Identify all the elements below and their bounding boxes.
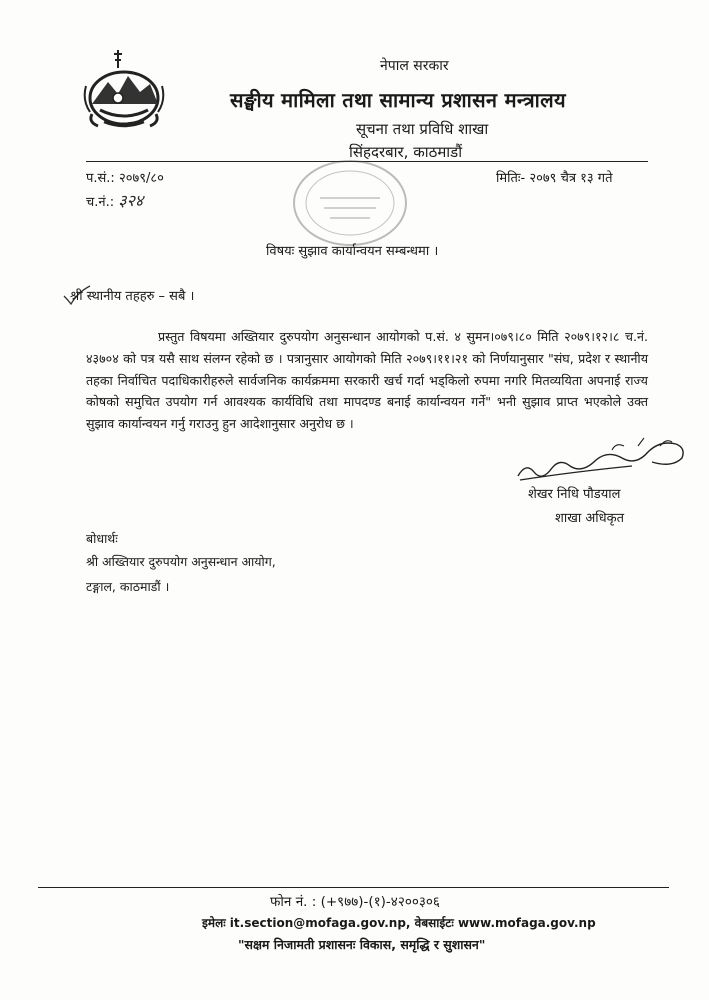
dispatch-number bbox=[86, 189, 143, 211]
branch-name: सूचना तथा प्रविधि शाखा bbox=[356, 120, 489, 138]
date-value: २०७९ चैत्र १३ गते bbox=[529, 171, 613, 186]
office-address: सिंहदरबार, काठमाडौं bbox=[349, 143, 463, 161]
handwritten-signature-icon bbox=[512, 432, 692, 490]
signer-name: शेखर निधि पौडयाल bbox=[528, 487, 621, 502]
letter-date bbox=[496, 168, 613, 186]
date-label: मितिः- bbox=[496, 171, 526, 186]
office-stamp-icon bbox=[290, 158, 410, 248]
cc-recipient-address: टङ्गाल, काठमाडौं । bbox=[86, 579, 170, 594]
letter-body: प्रस्तुत विषयमा अख्तियार दुरुपयोग अनुसन्धान आयोगको प.सं. ४ सुमन।०७९।८० मिति २०७९।१२।८ च.नं. ४३७०४ को पत्र यसै साथ संलग्न रहेको छ । पत्रानुसार आयोगको मिति २०७९।११।२१ को निर्णयानुसार "संघ, प्रदेश र स्थानीय तहका निर्वाचित पदाधिकारीहरुले सार्वजनिक कार्यक्रममा सरकारी खर्च गर्दा भड्किलो रुपमा नगरि मितव्ययिता अपनाई राज्य कोषको समुचित उपयोग गर्न आवश्यक कार्यविधि तथा मापदण्ड बनाई कार्यान्वयन गर्ने" भनी सुझाव प्राप्त भएकोले उक्त सुझाव कार्यान्वयन गर्नु गराउनु हुन आदेशानुसार अनुरोध छ । bbox=[86, 329, 648, 432]
footer-divider bbox=[38, 887, 669, 888]
ref-label: प.सं.: bbox=[86, 171, 115, 186]
dispatch-value: ३२४ bbox=[118, 191, 144, 210]
recipient-line: श्री स्थानीय तहहरु – सबै । bbox=[70, 289, 195, 304]
government-name: नेपाल सरकार bbox=[380, 58, 449, 74]
nepal-emblem-icon bbox=[78, 48, 170, 130]
cc-label: बोधार्थः bbox=[86, 531, 118, 546]
footer-phone: फोन नं. : (+९७७)-(१)-४२००३०६ bbox=[270, 894, 440, 910]
dispatch-label: च.नं.: bbox=[86, 195, 115, 210]
cc-recipient-name: श्री अख्तियार दुरुपयोग अनुसन्धान आयोग, bbox=[86, 554, 276, 569]
ref-value: २०७९/८० bbox=[118, 171, 164, 186]
reference-number bbox=[86, 168, 164, 186]
footer-contact: इमेलः it.section@mofaga.gov.np, वेबसाईटः www.mofaga.gov.np bbox=[202, 916, 596, 930]
subject-line: विषयः सुझाव कार्यान्वयन सम्बन्धमा । bbox=[266, 244, 439, 259]
ministry-name: सङ्घीय मामिला तथा सामान्य प्रशासन मन्त्रालय bbox=[230, 88, 566, 112]
signer-title: शाखा अधिकृत bbox=[555, 511, 625, 526]
footer-motto: "सक्षम निजामती प्रशासनः विकास, समृद्धि र सुशासन" bbox=[238, 937, 486, 952]
